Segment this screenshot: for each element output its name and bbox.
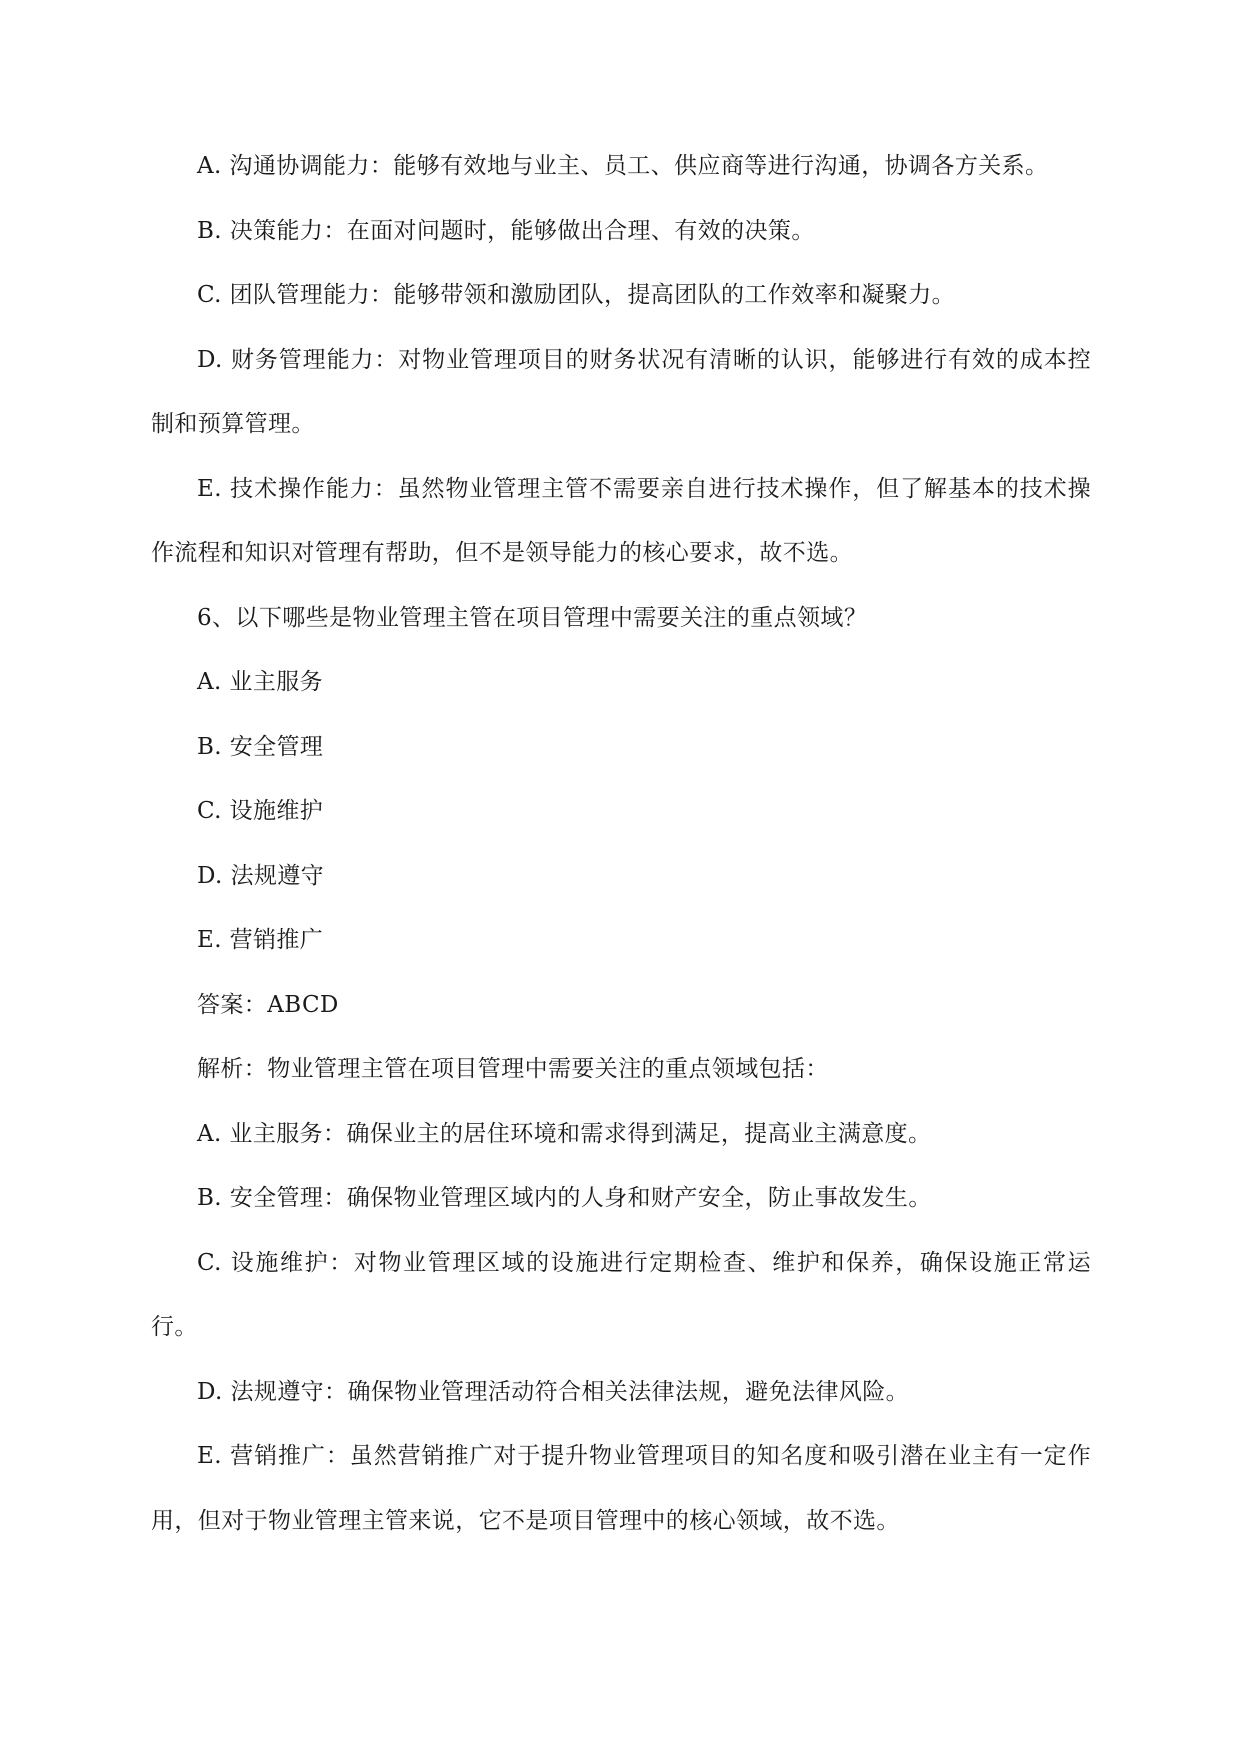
analysis-option-a: A. 业主服务：确保业主的居住环境和需求得到满足，提高业主满意度。 bbox=[197, 1120, 932, 1147]
analysis-option-c: C. 设施维护：对物业管理区域的设施进行定期检查、维护和保养，确保设施正常运行。 bbox=[151, 1249, 1091, 1340]
analysis-intro: 解析：物业管理主管在项目管理中需要关注的重点领域包括： bbox=[197, 1056, 829, 1082]
question-6: 6、以下哪些是物业管理主管在项目管理中需要关注的重点领域？ bbox=[197, 604, 868, 631]
paragraph-option-c-team: C. 团队管理能力：能够带领和激励团队，提高团队的工作效率和凝聚力。 bbox=[197, 282, 956, 308]
document-body bbox=[151, 134, 1091, 1553]
analysis-option-b: B. 安全管理：确保物业管理区域内的人身和财产安全，防止事故发生。 bbox=[197, 1185, 932, 1211]
paragraph-option-b-decision: B. 决策能力：在面对问题时，能够做出合理、有效的决策。 bbox=[197, 217, 815, 244]
question-6-option-c: C. 设施维护 bbox=[197, 798, 324, 824]
analysis-option-e: E. 营销推广：虽然营销推广对于提升物业管理项目的知名度和吸引潜在业主有一定作用，但对于物业管理主管来说，它不是项目管理中的核心领域，故不选。 bbox=[151, 1443, 1091, 1534]
paragraph-option-a-communication: A. 沟通协调能力：能够有效地与业主、员工、供应商等进行沟通，协调各方关系。 bbox=[197, 153, 1049, 179]
question-6-option-d: D. 法规遵守 bbox=[197, 862, 325, 889]
question-6-option-a: A. 业主服务 bbox=[197, 669, 324, 695]
paragraph-option-e-technical: E. 技术操作能力：虽然物业管理主管不需要亲自进行技术操作，但了解基本的技术操作流程和知识对管理有帮助，但不是领导能力的核心要求，故不选。 bbox=[151, 475, 1091, 566]
question-6-option-e: E. 营销推广 bbox=[197, 927, 324, 953]
analysis-option-d: D. 法规遵守：确保物业管理活动符合相关法律法规，避免法律风险。 bbox=[197, 1378, 910, 1405]
question-6-option-b: B. 安全管理 bbox=[197, 733, 324, 760]
paragraph-option-d-finance: D. 财务管理能力：对物业管理项目的财务状况有清晰的认识，能够进行有效的成本控制和预算管理。 bbox=[151, 346, 1091, 437]
answer-line: 答案：ABCD bbox=[197, 991, 339, 1018]
